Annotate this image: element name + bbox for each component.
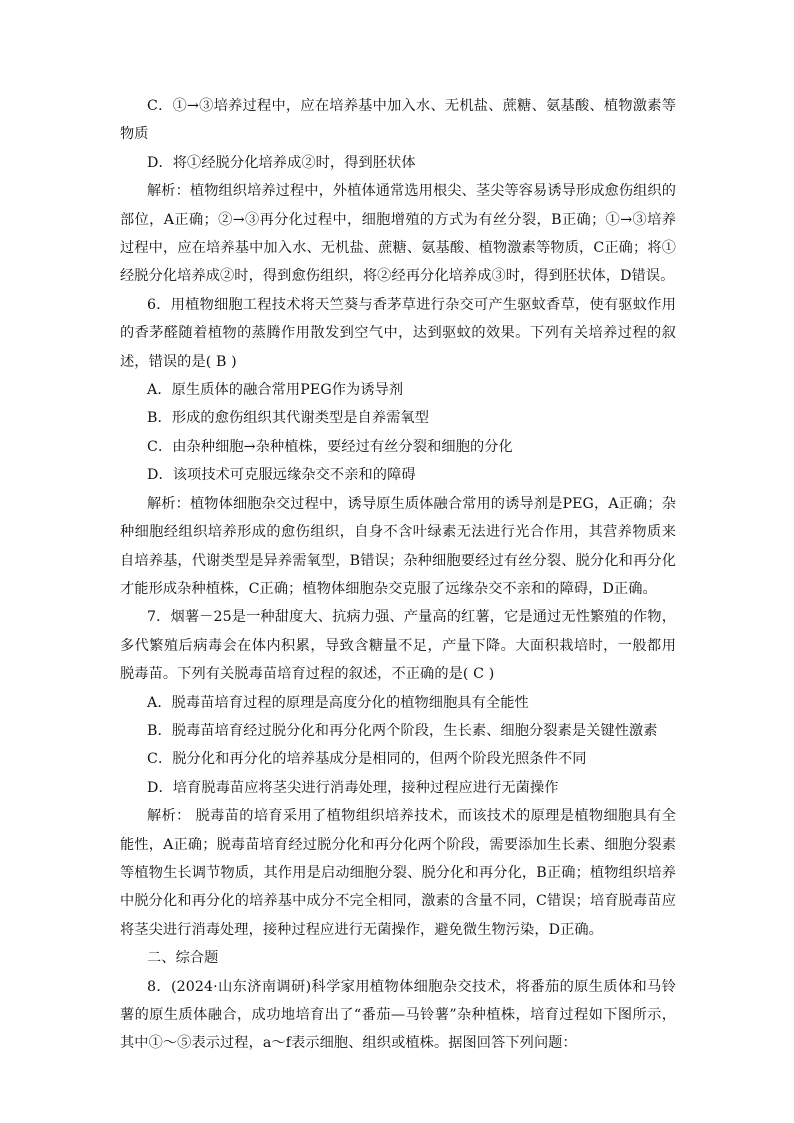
document-page bbox=[120, 92, 676, 1058]
q7-option-b: B．脱毒苗培育经过脱分化和再分化两个阶段，生长素、细胞分裂素是关键性激素 bbox=[147, 722, 658, 739]
q6-option-b: B．形成的愈伤组织其代谢类型是自养需氧型 bbox=[147, 410, 429, 427]
q6-option-c: C．由杂种细胞→杂种植株，要经过有丝分裂和细胞的分化 bbox=[147, 438, 513, 455]
q7-option-c: C．脱分化和再分化的培养基成分是相同的，但两个阶段光照条件不同 bbox=[147, 751, 587, 768]
q7-option-a: A．脱毒苗培育过程的原理是高度分化的植物细胞具有全能性 bbox=[147, 694, 529, 711]
q7-stem: 7．烟薯－25是一种甜度大、抗病力强、产量高的红薯，它是通过无性繁殖的作物，多代繁殖后病毒会在体内积累，导致含糖量不足，产量下降。大面积栽培时，一般都用脱毒苗。下列有关脱毒苗培育过程的叙述，不正确的是( C ) bbox=[120, 609, 676, 683]
q7-option-d: D．培育脱毒苗应将茎尖进行消毒处理，接种过程应进行无菌操作 bbox=[147, 779, 559, 796]
q5-option-d: D．将①经脱分化培养成②时，得到胚状体 bbox=[147, 154, 416, 171]
q6-stem: 6．用植物细胞工程技术将天竺葵与香茅草进行杂交可产生驱蚊香草，使有驱蚊作用的香茅醛随着植物的蒸腾作用散发到空气中，达到驱蚊的效果。下列有关培养过程的叙述，错误的是( B ) bbox=[120, 296, 676, 370]
q6-option-d: D．该项技术可克服远缘杂交不亲和的障碍 bbox=[147, 467, 416, 484]
q6-option-a: A．原生质体的融合常用PEG作为诱导剂 bbox=[147, 382, 404, 399]
q5-option-c: C．①→③培养过程中，应在培养基中加入水、无机盐、蔗糖、氨基酸、植物激素等物质 bbox=[120, 98, 676, 143]
q8-stem: 8．(2024·山东济南调研)科学家用植物体细胞杂交技术，将番茄的原生质体和马铃薯的原生质体融合，成功地培育出了“番茄—马铃薯”杂种植株，培育过程如下图所示，其中①～⑤表示过程，a～f表示细胞、组织或植株。据图回答下列问题： bbox=[120, 978, 676, 1052]
section-title: 二、综合题 bbox=[147, 950, 219, 967]
q6-analysis: 解析：植物体细胞杂交过程中，诱导原生质体融合常用的诱导剂是PEG，A正确；杂种细胞经组织培养形成的愈伤组织，自身不含叶绿素无法进行光合作用，其营养物质来自培养基，代谢类型是异养需氧型，B错误；杂种细胞要经过有丝分裂、脱分化和再分化才能形成杂种植株，C正确；植物体细胞杂交克服了远缘杂交不亲和的障碍，D正确。 bbox=[120, 495, 676, 597]
q5-analysis: 解析：植物组织培养过程中，外植体通常选用根尖、茎尖等容易诱导形成愈伤组织的部位，A正确；②→③再分化过程中，细胞增殖的方式为有丝分裂，B正确；①→③培养过程中，应在培养基中加入水、无机盐、蔗糖、氨基酸、植物激素等物质，C正确；将①经脱分化培养成②时，得到愈伤组织，将②经再分化培养成③时，得到胚状体，D错误。 bbox=[120, 183, 676, 285]
q7-analysis: 解析： 脱毒苗的培育采用了植物组织培养技术，而该技术的原理是植物细胞具有全能性，A正确；脱毒苗培育经过脱分化和再分化两个阶段，需要添加生长素、细胞分裂素等植物生长调节物质，其作用是启动细胞分裂、脱分化和再分化，B正确；植物组织培养中脱分化和再分化的培养基中成分不完全相同，激素的含量不同，C错误；培育脱毒苗应将茎尖进行消毒处理，接种过程应进行无菌操作，避免微生物污染，D正确。 bbox=[120, 808, 676, 938]
